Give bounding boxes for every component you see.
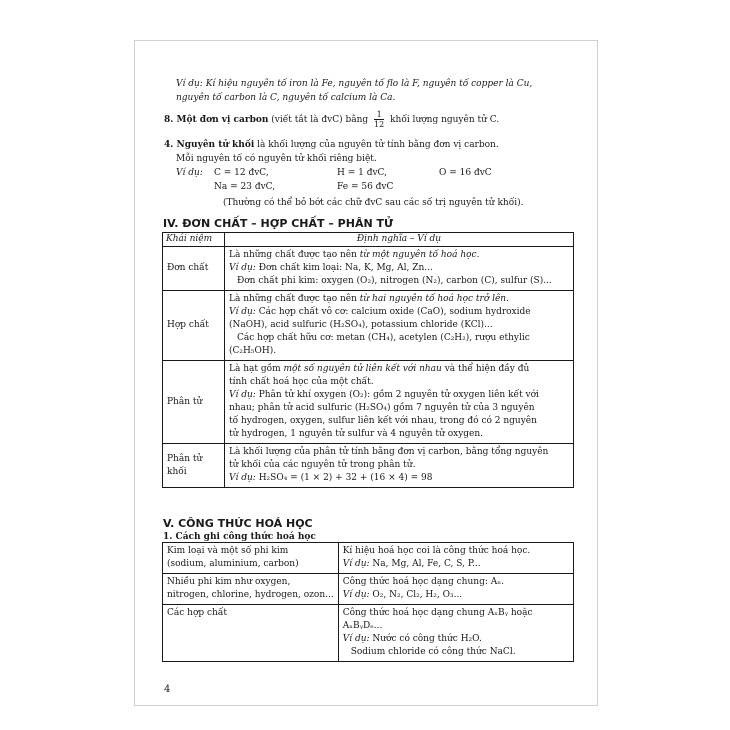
def-text: Là những chất được tạo nên [229,294,360,304]
rule-cell [338,543,573,574]
example-text: Đơn chất phi kim: oxygen (O₂), nitrogen (N₂), carbon (C), sulfur (S)... [237,276,552,286]
term-molecular-mass: Phân tử [167,453,203,464]
carbon-mass: C = 12 đvC, [214,168,269,178]
definition-cell [225,361,574,444]
example-text: Sodium chloride có công thức NaCl. [350,647,516,657]
rule-text: Công thức hoá học dạng chung: Aₙ. [342,577,504,587]
rule-text: AₓBᵧDₑ... [342,621,383,631]
definition-cell [225,247,574,291]
atomic-mass-note: (Thường có thể bỏ bớt các chữ đvC sau các số trị nguyên tử khối). [223,198,524,208]
example-label: Ví dụ: [229,473,256,483]
table-header-row [163,233,574,247]
definition-cell [225,444,574,488]
example-text: H₂SO₄ = (1 × 2) + 32 + (16 × 4) = 98 [255,473,433,483]
rule-text: Kí hiệu hoá học coi là công thức hoá học. [342,546,531,556]
example-label: Ví dụ: [342,559,370,569]
term-cell [163,444,225,488]
atomic-mass-term: 4. Nguyên tử khối [164,140,255,150]
example-text: Đơn chất kim loại: Na, K, Mg, Al, Zn... [255,263,433,273]
example-label: Ví dụ: [229,307,256,317]
table-row [163,361,574,444]
example-label: Ví dụ: [229,263,256,273]
def-text: và thể hiện đầy đủ [441,364,530,374]
carbon-unit-term: 8. Một đơn vị carbon [164,115,269,125]
def-emphasis: một số nguyên tử liên kết với nhau [283,364,442,374]
example-text: Nước có công thức H₂O. [369,634,482,644]
example-text: Phân tử khí oxygen (O₂): gồm 2 nguyên tử oxygen liên kết với [255,390,539,400]
carbon-unit-middle: (viết tắt là đvC) bằng [268,115,372,125]
example-label: Ví dụ: [342,590,370,600]
page-number: 4 [164,684,171,695]
example-label: Ví dụ: [342,634,370,644]
section-5-subtitle: 1. Cách ghi công thức hoá học [163,532,316,542]
def-text: Là khối lượng của phân tử tính bằng đơn vị carbon, bằng tổng nguyên [229,447,549,457]
table-row [163,605,574,662]
table-row [163,543,574,574]
def-text: tính chất hoá học của một chất. [229,377,374,387]
atomic-mass-line-2: Mỗi nguyên tố có nguyên tử khối riêng biệt. [176,154,377,164]
example-text: Các hợp chất hữu cơ: metan (CH₄), acetylen (C₂H₂), rượu ethylic [237,333,530,343]
rule-cell [338,574,573,605]
term-molecular-mass: khối [167,466,187,477]
category-text: Nhiều phi kim như oxygen, [167,577,291,587]
term-cell [163,361,225,444]
fraction-denominator: 12 [374,120,385,129]
table-row [163,247,574,291]
table-row [163,291,574,361]
definition-cell [225,291,574,361]
oxygen-mass: O = 16 đvC [439,168,492,178]
category-text: (sodium, aluminium, carbon) [167,559,299,569]
term-cell [163,247,225,291]
hydrogen-mass: H = 1 đvC, [337,168,387,178]
def-text: tử khối của các nguyên tử trong phân tử. [229,460,416,470]
carbon-unit-suffix: khối lượng nguyên tử C. [387,115,500,125]
iron-mass: Fe = 56 đvC [337,182,394,192]
def-text: Là những chất được tạo nên [229,250,360,260]
header-concept: Khái niệm [163,233,225,247]
example-text: (NaOH), acid sulfuric (H₂SO₄), potassium chloride (KCl)... [229,320,493,330]
term-element: Đơn chất [167,263,209,273]
rule-cell [338,605,573,662]
def-emphasis: từ một nguyên tố hoá học. [359,250,480,260]
table-row [163,444,574,488]
example-text: nhau; phân tử acid sulfuric (H₂SO₄) gồm 7 nguyên tử của 3 nguyên [229,403,535,413]
intro-line-1: Ví dụ: Kí hiệu nguyên tố iron là Fe, nguyên tố flo là F, nguyên tố copper là Cu, [176,79,533,89]
example-text: tử hydrogen, 1 nguyên tử sulfur và 4 nguyên tử oxygen. [229,429,484,439]
substance-table [162,232,574,488]
fraction-numerator: 1 [374,110,384,120]
term-compound: Hợp chất [167,320,209,330]
example-text: Các hợp chất vô cơ: calcium oxide (CaO), sodium hydroxide [255,307,531,317]
example-text: Na, Mg, Al, Fe, C, S, P... [369,559,481,569]
fraction-one-twelfth [374,110,384,129]
category-text: Kim loại và một số phi kim [167,546,289,556]
category-cell [163,574,339,605]
term-molecule: Phân tử [167,396,203,407]
atomic-mass-rest: là khối lượng của nguyên tử tính bằng đơn vị carbon. [254,140,499,150]
atomic-mass-example-label: Ví dụ: [176,168,203,178]
term-cell [163,291,225,361]
category-cell [163,605,339,662]
example-text: O₂, N₂, Cl₂, H₂, O₃... [369,590,463,600]
document-page [134,40,598,706]
header-definition: Định nghĩa – Ví dụ [225,233,574,247]
section-5-title: V. CÔNG THỨC HOÁ HỌC [163,517,313,530]
def-emphasis: từ hai nguyên tố hoá học trở lên. [359,294,509,304]
carbon-unit-definition [164,110,499,129]
example-label: Ví dụ: [229,390,256,400]
category-text: Các hợp chất [167,608,227,618]
atomic-mass-definition [164,139,499,152]
example-text: (C₂H₅OH). [229,346,277,356]
section-4-title: IV. ĐƠN CHẤT – HỢP CHẤT – PHÂN TỬ [163,217,394,230]
intro-line-2: nguyên tố carbon là C, nguyên tố calcium là Ca. [176,93,396,103]
rule-text: Công thức hoá học dạng chung AₓBᵧ hoặc [342,608,533,618]
def-text: Là hạt gồm [229,364,284,374]
category-cell [163,543,339,574]
table-row [163,574,574,605]
example-text: tố hydrogen, oxygen, sulfur liên kết với nhau, trong đó có 2 nguyên [229,416,537,426]
formula-table [162,542,574,662]
category-text: nitrogen, chlorine, hydrogen, ozon... [167,590,334,600]
sodium-mass: Na = 23 đvC, [214,182,276,192]
